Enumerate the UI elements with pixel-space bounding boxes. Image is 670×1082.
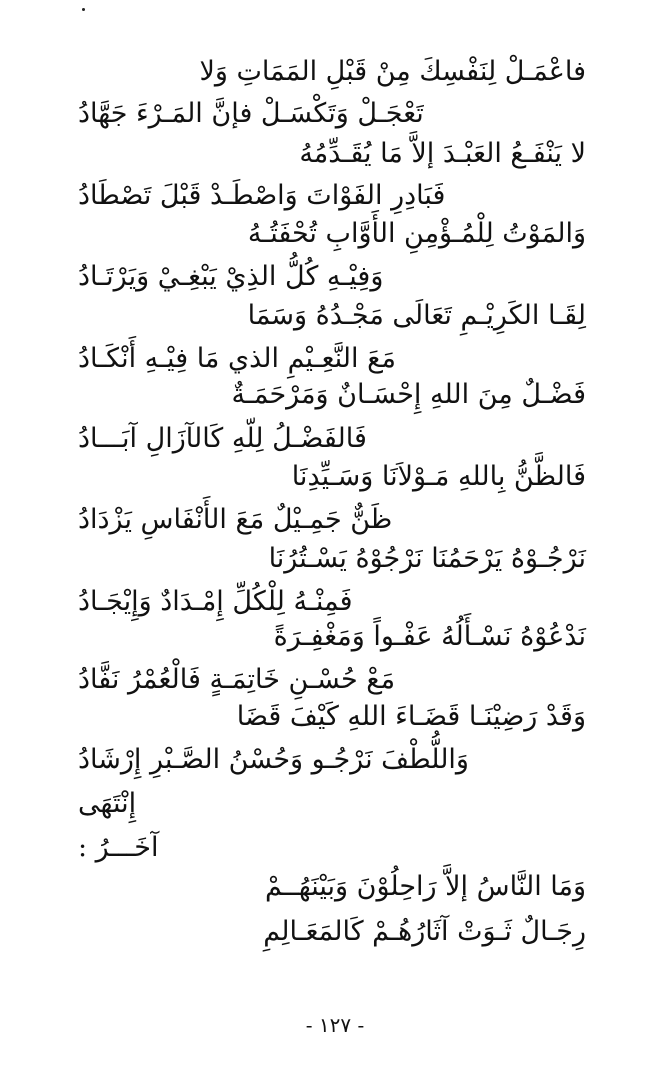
verse-line-20: رِجَـالٌ ثَـوَتْ آثَارُهُـمْ كَالمَعَـالِمِ [263,916,586,947]
verse-line-5: وَالمَوْتُ لِلْمُـؤْمِنِ الأَوَّابِ تُحْفَتُـهُ [247,218,586,249]
ink-dot [82,8,85,11]
verse-line-13: نَرْجُـوْهُ يَرْحَمُنَا نَرْجُوْهُ يَسْـتُرُنَا [268,543,586,574]
verse-line-8: مَعَ النَّعِـيْمِ الذي مَا فِيْـهِ أَنْكَـادُ [78,343,396,374]
verse-line-12: ظَنٌّ جَمِـيْلٌ مَعَ الأَنْفَاسِ يَزْدَادُ [78,504,393,535]
verse-line-1: فاعْمَـلْ لِنَفْسِكَ مِنْ قَبْلِ المَمَاتِ وَلا [199,56,586,87]
verse-line-16: مَعْ حُسْـنِ خَاتِمَـةٍ فَالْعُمْرُ نَفَّادُ [78,664,396,695]
verse-line-6: وَفِيْـهِ كُلُّ الذِيْ يَبْغِـيْ وَيَرْتَـادُ [78,261,384,292]
end-marker: إِنْتَهَى [78,788,137,819]
verse-line-15: نَدْعُوْهُ نَسْـأَلُهُ عَفْـواً وَمَغْفِـرَةً [273,621,586,652]
verse-line-14: فَمِنْـهُ لِلْكُلِّ إِمْـدَادٌ وَإِيْجَـادُ [78,586,353,617]
verse-line-11: فَالظَّنُّ بِاللهِ مَـوْلاَنَا وَسَـيِّدِنَا [291,461,586,492]
section-heading: آخَـــرُ : [78,832,159,863]
verse-line-19: وَمَا النَّاسُ إلاَّ رَاحِلُوْنَ وَبَيْنَهُــمْ [264,871,586,902]
verse-line-17: وَقَدْ رَضِيْنَـا قَضَـاءَ اللهِ كَيْفَ قَضَا [236,701,586,732]
verse-line-18: وَاللُّطْفَ نَرْجُـو وَحُسْنُ الصَّـبْرِ إِرْشَادُ [78,744,469,775]
page-number: - ١٢٧ - [305,1013,365,1037]
verse-line-4: فَبَادِرِ الفَوْاتَ وَاصْطَـدْ قَبْلَ تَصْطَادُ [78,180,446,211]
verse-line-2: تَعْجَـلْ وَتَكْسَـلْ فإنَّ المَـرْءَ جَهَّادُ [78,98,424,129]
verse-line-9: فَضْـلٌ مِنَ اللهِ إِحْسَـانٌ وَمَرْحَمَـةٌ [231,379,586,410]
verse-line-10: فَالفَضْـلُ لِلّهِ كَالآزَالِ آبَـــادُ [78,423,367,454]
verse-line-3: لا يَنْفَـعُ العَبْـدَ إلاَّ مَا يُقَـدِّمُهُ [299,138,586,169]
verse-line-7: لِقَـا الكَرِيْـمِ تَعَالَى مَجْـدُهُ وَسَمَا [247,300,586,331]
